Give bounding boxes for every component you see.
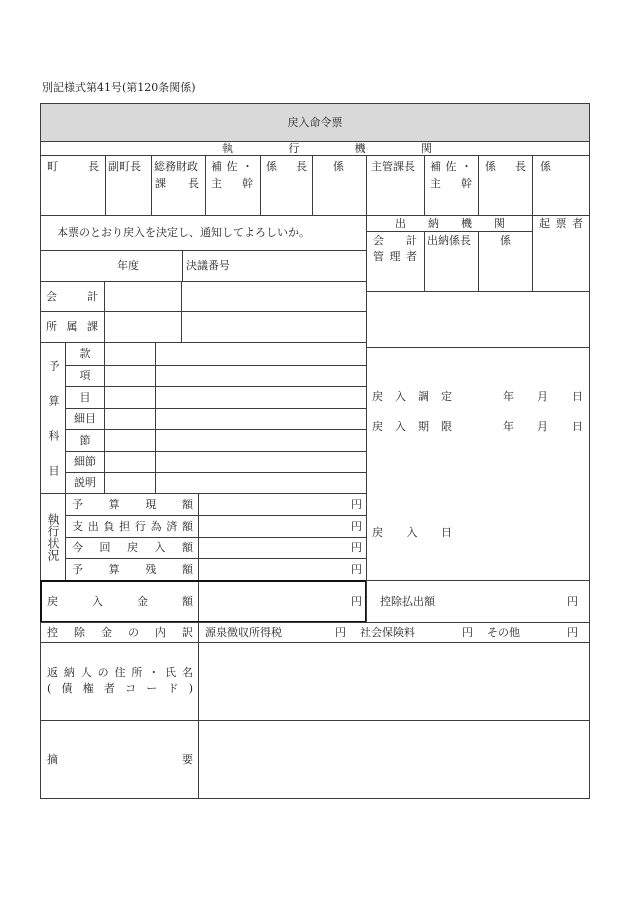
deduction-breakdown-label: 控除金の内訳 [47,625,193,639]
treasury-header-cell [366,215,533,232]
payer-value-cell [198,642,590,721]
division-code-cell [104,311,182,343]
approver-label-managing-chief: 主管課長 [371,160,415,173]
drafter-label: 起票者 [539,217,583,230]
cashier-staff-cell [478,231,533,292]
budget-row-code-cell [104,408,156,430]
yen-unit: 円 [351,541,362,554]
budget-row-code-cell [104,365,156,387]
budget-row-label-cell [65,451,105,473]
deduction-payout-cell [366,580,590,623]
committed-expenditure-value-cell [198,515,367,538]
title-cell [40,103,590,142]
deduction-breakdown-items-cell [198,622,590,643]
accounting-manager-label-line1: 会計 [373,234,417,247]
budget-row-label-cell [65,429,105,452]
budget-row-label: 款 [79,347,91,360]
treasury-blank-cell [366,291,590,348]
cashier-chief-cell [424,231,479,292]
approver-cell-managing-staff [532,155,590,216]
approver-label-managing-section-chief: 係長 [485,160,526,173]
accounting-label: 会計 [46,289,98,303]
accounting-name-cell [181,281,367,312]
determination-month-label: 月 [537,390,548,403]
budget-row-name-cell [155,429,367,452]
approver-cell-finance-section-chief [260,155,313,216]
approver-label-managing-assistant-line1: 補佐・ [430,160,472,173]
budget-row-name-cell [155,408,367,430]
yen-unit: 円 [462,626,473,639]
approver-cell-mayor [40,155,106,216]
approval-text-cell [40,215,367,251]
budget-row-label: 項 [79,369,91,382]
execution-row-label-cell [65,537,199,559]
yen-unit: 円 [351,562,362,576]
treasury-header: 出納機関 [395,216,505,230]
yen-unit: 円 [351,519,362,533]
determination-year-label: 年 [503,390,514,403]
budget-row-code-cell [104,386,156,409]
budget-row-name-cell [155,451,367,473]
approver-label-finance-staff: 係 [333,160,344,173]
yen-unit: 円 [567,594,578,608]
approver-cell-finance-staff [312,155,367,216]
deadline-month-label: 月 [537,420,548,433]
cashier-chief-label: 出納係長 [427,234,471,247]
budget-row-label: 目 [79,390,91,404]
budget-row-label: 説明 [74,476,96,489]
budget-row-name-cell [155,386,367,409]
execution-status-label: 執行状況 [46,513,60,561]
executing-agency-header-cell [40,141,590,156]
budget-row-code-cell [104,342,156,366]
deadline-date-label: 戻入期限 [372,420,452,433]
budget-row-label: 細節 [74,455,96,468]
execution-row-label-cell [65,558,199,581]
approver-cell-finance-chief [151,155,206,216]
budget-subject-label: 予算科目 [47,360,60,476]
approver-cell-finance-assistant [205,155,261,216]
approver-cell-deputy-mayor [105,155,152,216]
budget-row-label-cell [65,408,105,430]
fiscal-year-label: 年度 [117,259,139,272]
cashier-staff-label: 係 [500,234,511,247]
approver-label-deputy-mayor: 副町長 [108,160,141,173]
refund-dates-cell [366,347,590,581]
remarks-label-cell [40,720,199,799]
budget-current-label: 予算現額 [72,497,193,511]
return-date-label: 戻入日 [372,526,452,539]
approver-label-finance-assistant-line1: 補佐・ [211,160,253,173]
approver-label-managing-assistant-line2: 主幹 [430,177,472,190]
division-name-cell [181,311,367,343]
payer-label-cell [40,642,199,721]
deadline-year-label: 年 [503,420,514,433]
deadline-day-label: 日 [572,420,583,433]
budget-row-label-cell [65,365,105,387]
deduction-breakdown-label-cell [40,622,199,643]
approver-label-finance-chief-line1: 総務財政 [154,160,198,173]
accounting-manager-cell [366,231,425,292]
current-refund-label: 今回戻入額 [72,541,193,554]
division-label: 所属課 [46,320,98,333]
execution-row-label-cell [65,493,199,516]
social-insurance-label: 社会保険料 [360,626,415,639]
approver-label-finance-section-chief: 係長 [266,160,307,173]
approver-cell-managing-assistant [424,155,479,216]
execution-row-label-cell [65,515,199,538]
committed-expenditure-label: 支出負担行為済額 [72,519,193,533]
approver-cell-managing-chief [366,155,425,216]
accounting-label-cell [40,281,105,312]
other-deduction-label: その他 [487,626,520,639]
accounting-manager-label-line2: 管理者 [373,250,417,263]
drafter-cell [532,215,590,292]
payer-label-line2: (債権者コード) [47,682,193,695]
yen-unit: 円 [335,626,346,639]
refund-order-form [40,103,590,799]
budget-row-label: 節 [79,433,91,447]
budget-current-value-cell [198,493,367,516]
form-title: 戻入命令票 [287,115,343,129]
budget-subject-label-cell [40,342,66,494]
approver-label-finance-assistant-line2: 主幹 [211,177,253,190]
budget-row-label: 細目 [74,412,96,425]
determination-date-label: 戻入調定 [372,390,452,403]
determination-day-label: 日 [572,390,583,403]
approver-label-managing-staff: 係 [540,160,551,173]
current-refund-value-cell [198,537,367,559]
fiscal-year-cell [40,250,183,282]
approver-cell-managing-section-chief [478,155,533,216]
execution-status-label-cell [40,493,66,581]
division-label-cell [40,311,105,343]
budget-row-code-cell [104,451,156,473]
resolution-number-label: 決議番号 [186,259,230,272]
budget-row-label-cell [65,342,105,366]
withholding-tax-label: 源泉徴収所得税 [205,626,282,639]
refund-amount-value-cell [198,580,367,623]
deduction-payout-label: 控除払出額 [380,594,435,608]
budget-row-code-cell [104,429,156,452]
budget-row-code-cell [104,472,156,494]
budget-row-label-cell [65,472,105,494]
approval-text: 本票のとおり戻入を決定し、通知してよろしいか。 [57,226,310,239]
yen-unit: 円 [351,594,362,608]
yen-unit: 円 [351,497,362,511]
refund-amount-label: 戻入金額 [47,594,193,608]
budget-row-label-cell [65,386,105,409]
payer-label-line1: 返納人の住所・氏名 [47,666,193,679]
accounting-code-cell [104,281,182,312]
refund-amount-label-cell [40,580,199,623]
approver-label-finance-chief-line2: 課長 [155,177,199,190]
approver-label-mayor: 町長 [47,160,99,173]
remarks-value-cell [198,720,590,799]
budget-row-name-cell [155,342,367,366]
form-number: 別記様式第41号(第120条関係) [42,81,196,94]
budget-remaining-label: 予算残額 [72,562,193,576]
budget-row-name-cell [155,472,367,494]
resolution-number-cell [182,250,367,282]
remarks-label: 摘要 [47,752,193,766]
yen-unit: 円 [567,626,578,639]
budget-row-name-cell [155,365,367,387]
executing-agency-header: 執行機関 [222,141,432,155]
budget-remaining-value-cell [198,558,367,581]
